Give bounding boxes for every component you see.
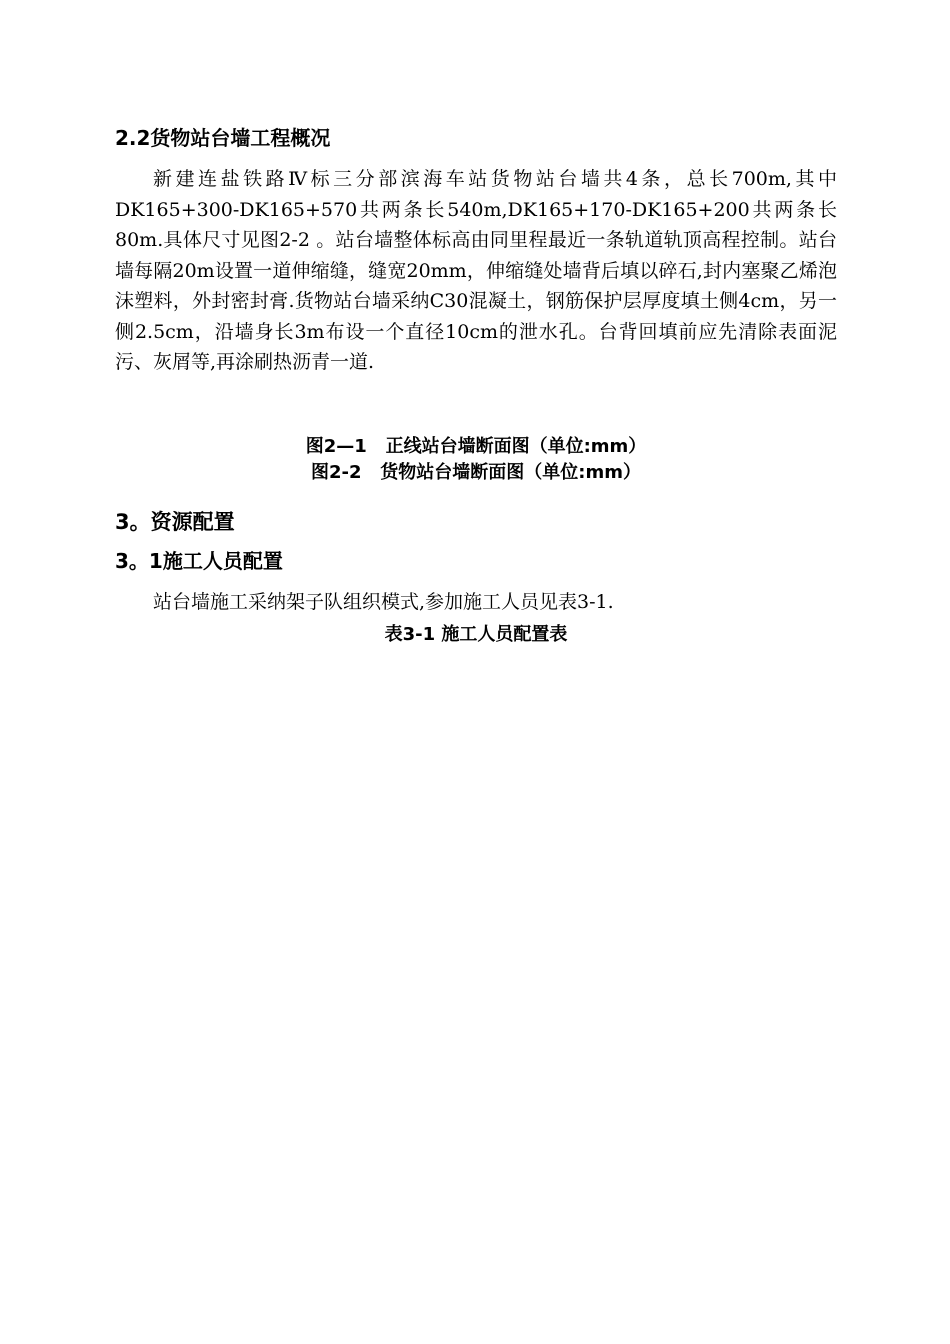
section-heading-3: 3。资源配置 [115,510,235,534]
staff-paragraph: 站台墙施工采纳架子队组织模式,参加施工人员见表3-1. [153,591,614,613]
section-heading-2-2: 2.2货物站台墙工程概况 [115,126,331,150]
figure-caption-2-2: 图2-2 货物站台墙断面图（单位:mm） [310,462,642,483]
overview-paragraph: 新建连盐铁路Ⅳ标三分部滨海车站货物站台墙共4条，总长700m,其中DK165+300-DK165+570共两条长540m,DK165+170-DK165+200共两条长80m.具体尺寸见图2-2 。站台墙整体标高由同里程最近一条轨道轨顶高程控制。站台墙每隔20m设置一道伸缩缝，缝宽20mm，伸缩缝处墙背后填以碎石,封内塞聚乙烯泡沫塑料，外封密封膏.货物站台墙采纳C30混凝土，钢筋保护层厚度填土侧4cm，另一侧2.5cm，沿墙身长3m布设一个直径10cm的泄水孔。台背回填前应先清除表面泥污、灰屑等,再涂刷热沥青一道. [115,168,837,373]
table-caption-3-1: 表3-1 施工人员配置表 [384,624,568,645]
figure-caption-2-1: 图2—1 正线站台墙断面图（单位:mm） [305,436,647,457]
section-heading-3-1: 3。1施工人员配置 [115,549,283,573]
